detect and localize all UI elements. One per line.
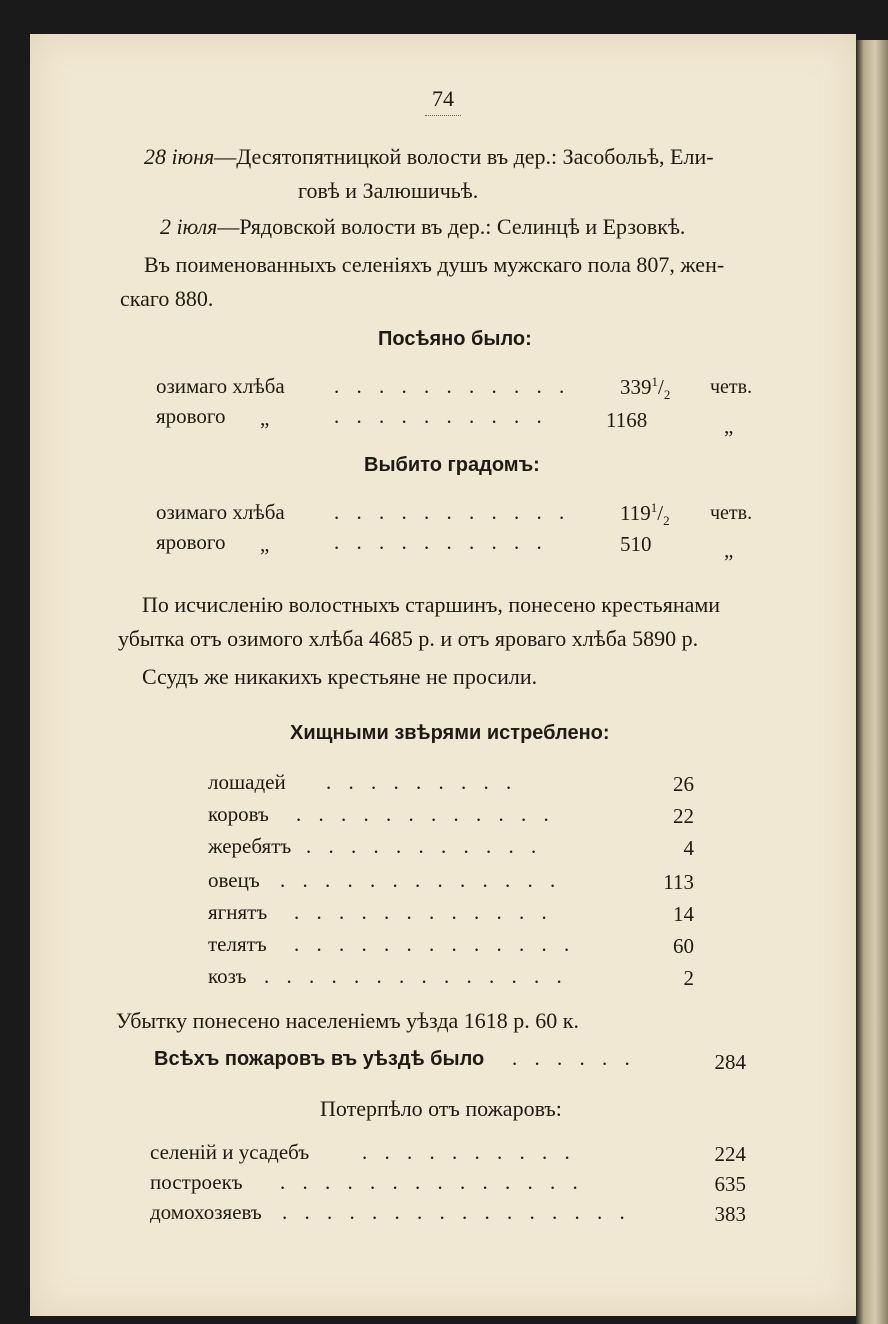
predators-row-dots: . . . . . . . . .	[326, 770, 518, 794]
predators-row-value: 14	[673, 902, 694, 926]
fires-row-dots: . . . . . . . . . .	[362, 1140, 576, 1164]
losses-line2: убытка отъ озимого хлѣба 4685 р. и отъ яроваго хлѣба 5890 р.	[118, 626, 699, 651]
predators-row-value: 60	[673, 934, 694, 958]
hail-row-winter-label: озимаго хлѣба	[156, 500, 285, 524]
hail-row-winter-denominator: 2	[663, 513, 670, 529]
predators-row-dots: . . . . . . . . . . . . . .	[264, 964, 568, 988]
fires-row-dots: . . . . . . . . . . . . . . . .	[282, 1200, 631, 1224]
fires-row-value: 383	[714, 1202, 746, 1226]
sown-row-winter-denominator: 2	[663, 387, 671, 403]
sown-row-winter-dots: . . . . . . . . . . .	[334, 374, 571, 398]
fires-row-label: построекъ	[150, 1170, 243, 1194]
predators-row-label: лошадей	[208, 770, 286, 794]
predators-row-label: коровъ	[208, 802, 269, 826]
date-june-28: 28 іюня	[144, 144, 215, 169]
fires-subheading: Потерпѣло отъ пожаровъ:	[320, 1096, 562, 1121]
predators-row-label: козъ	[208, 964, 247, 988]
predators-row-dots: . . . . . . . . . . . .	[294, 900, 553, 924]
paragraph-june-28-continuation: говѣ и Залюшичьѣ.	[298, 178, 479, 203]
losses-line1: По исчисленію волостныхъ старшинъ, понесено крестьянами	[142, 592, 721, 617]
date-july-2: 2 іюля	[160, 214, 218, 239]
fires-row-label: домохозяевъ	[150, 1200, 262, 1224]
sown-row-winter-label: озимаго хлѣба	[156, 374, 285, 398]
predators-row-label: овецъ	[208, 868, 260, 892]
predators-row-value: 26	[673, 772, 694, 796]
predators-row-value: 2	[683, 966, 694, 990]
page-number-ornament	[425, 112, 461, 116]
predators-row-dots: . . . . . . . . . . . . .	[280, 868, 562, 892]
sown-row-spring-unit: „	[724, 414, 734, 438]
section-heading-hail: Выбито градомъ:	[364, 454, 540, 476]
paragraph-july-2	[160, 210, 685, 244]
hail-row-spring-label: ярового	[156, 530, 226, 554]
document-page	[30, 34, 856, 1316]
sown-row-winter-unit: четв.	[710, 376, 753, 398]
paragraph-july-2-text: —Рядовской волости въ дер.: Селинцѣ и Ерзовкѣ.	[217, 214, 686, 239]
predators-row-value: 22	[673, 804, 694, 828]
predators-damage: Убытку понесено населеніемъ уѣзда 1618 р. 60 к.	[116, 1008, 579, 1033]
hail-row-spring-ditto: „	[260, 532, 270, 556]
predators-row-value: 4	[683, 836, 694, 860]
fires-row-label: селеній и усадебъ	[150, 1140, 310, 1164]
sown-row-spring-dots: . . . . . . . . . .	[334, 404, 548, 428]
fires-row-dots: . . . . . . . . . . . . . .	[280, 1170, 584, 1194]
predators-row-dots: . . . . . . . . . . .	[306, 834, 543, 858]
fires-total-label: Всѣхъ пожаровъ въ уѣздѣ было	[154, 1048, 485, 1070]
sown-row-spring-ditto: „	[260, 406, 270, 430]
predators-row-dots: . . . . . . . . . . . . .	[294, 932, 576, 956]
predators-row-label: телятъ	[208, 932, 267, 956]
hail-row-winter-whole: 119	[620, 501, 651, 525]
paragraph-population-line1: Въ поименованныхъ селеніяхъ душъ мужскаго пола 807, жен-	[144, 252, 725, 277]
predators-row-label: жеребятъ	[208, 834, 292, 858]
hail-row-spring-unit: „	[724, 538, 734, 562]
sown-row-spring-label: ярового	[156, 404, 226, 428]
hail-row-spring-dots: . . . . . . . . . .	[334, 530, 548, 554]
fires-total-dots: . . . . . .	[512, 1046, 636, 1070]
predators-row-label: ягнятъ	[208, 900, 268, 924]
predators-row-value: 113	[663, 870, 694, 894]
fires-row-value: 224	[714, 1142, 746, 1166]
hail-row-winter-value: $119^1/_2$	[620, 500, 670, 529]
predators-row-dots: . . . . . . . . . . . .	[296, 802, 555, 826]
page-number: 74	[432, 86, 454, 111]
sown-row-spring-value: 1168	[606, 408, 648, 432]
losses-line3: Ссудъ же никакихъ крестьяне не просили.	[142, 664, 538, 689]
paragraph-june-28	[144, 140, 714, 174]
hail-row-winter-numerator: 1	[650, 500, 658, 515]
book-spine-edge	[856, 40, 888, 1324]
sown-row-winter-value: $339^1/_2$	[620, 374, 671, 403]
fires-total-value: 284	[714, 1050, 746, 1074]
sown-row-winter-whole: 339	[620, 375, 652, 399]
sown-row-winter-numerator: 1	[651, 374, 658, 389]
paragraph-population-line2: скаго 880.	[120, 286, 214, 311]
paragraph-june-28-text: —Десятопятницкой волости въ дер.: Засобольѣ, Ели-	[214, 144, 714, 169]
hail-row-winter-unit: четв.	[710, 502, 753, 524]
hail-row-winter-dots: . . . . . . . . . . .	[334, 500, 571, 524]
section-heading-predators: Хищными звѣрями истреблено:	[290, 722, 610, 744]
section-heading-sown: Посѣяно было:	[378, 328, 532, 350]
fires-row-value: 635	[714, 1172, 746, 1196]
hail-row-spring-value: 510	[620, 532, 652, 556]
